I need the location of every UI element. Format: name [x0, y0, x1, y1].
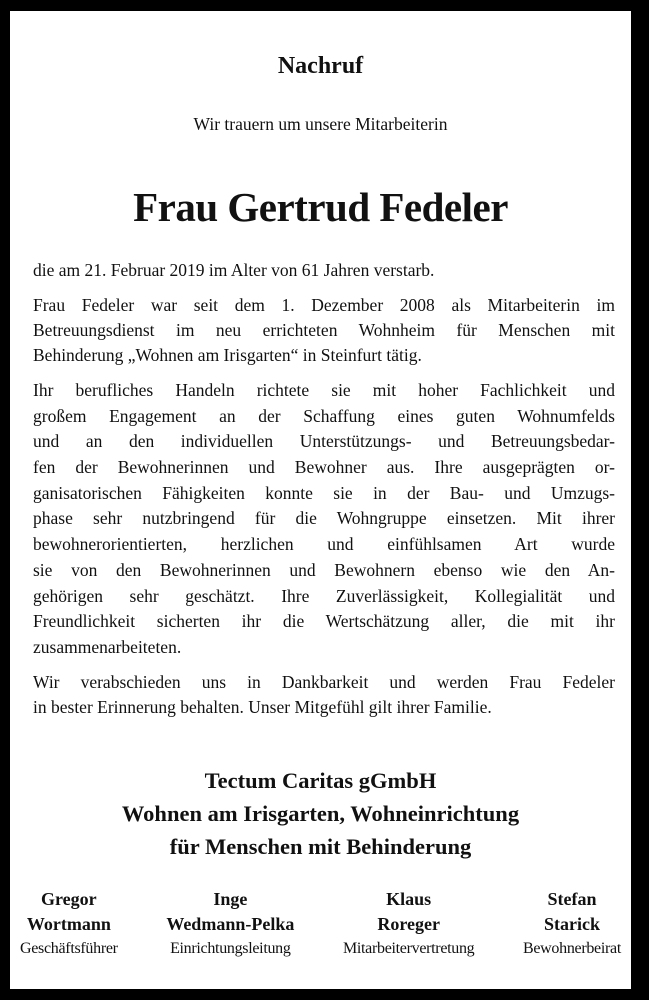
text-line: fen der Bewohnerinnen und Bewohner aus. Ihre ausgeprägten or- — [33, 457, 615, 478]
organization-line: Wohnen am Irisgarten, Wohneinrichtung — [121, 801, 520, 826]
signatory-first: Klaus — [386, 889, 432, 909]
signatory-first: Stefan — [547, 889, 597, 909]
obituary-notice — [10, 11, 631, 989]
text-line: Frau Fedeler war seit dem 1. Dezember 2008 als Mitarbeiterin im — [33, 295, 615, 315]
text-line: und an den individuellen Unterstützungs- und Betreuungsbedar- — [33, 431, 615, 452]
text-line: gehörigen sehr geschätzt. Ihre Zuverlässigkeit, Kollegialität und — [33, 585, 615, 606]
signatories — [10, 887, 631, 961]
signatory-role: Einrichtungsleitung — [170, 940, 291, 957]
text-line: die am 21. Februar 2019 im Alter von 61 Jahren verstarb. — [33, 260, 435, 280]
signatory-first: Inge — [213, 889, 248, 909]
signatory-role: Mitarbeitervertretung — [342, 940, 475, 957]
text-line: phase sehr nutzbringend für die Wohngruppe einsetzen. Mit ihrer — [33, 508, 615, 529]
signatory — [166, 887, 294, 961]
signatory-role: Geschäftsführer — [20, 940, 118, 957]
paragraph — [33, 378, 615, 661]
text-line: bewohnerorientierten, herzlichen und einfühlsamen Art wurde — [33, 534, 615, 555]
text-line: Freundlichkeit sicherten ihr die Wertschätzung aller, die mit ihr — [33, 611, 615, 632]
heading: Nachruf — [277, 53, 364, 79]
signatory — [343, 887, 474, 961]
paragraph — [33, 293, 615, 368]
text-line: sie von den Bewohnerinnen und Bewohnern ebenso wie den An- — [33, 559, 615, 580]
text-line: großem Engagement an der Schaffung eines guten Wohnumfelds — [33, 405, 615, 426]
signatory-last: Wedmann-Pelka — [166, 914, 295, 934]
organization — [10, 764, 631, 863]
signatory — [523, 887, 621, 961]
organization-line: für Menschen mit Behinderung — [169, 834, 472, 859]
signatory-first: Gregor — [41, 889, 97, 909]
subheading: Wir trauern um unsere Mitarbeiterin — [193, 114, 448, 134]
text-line: ganisatorischen Fähigkeiten konnte sie in der Bau- und Umzugs- — [33, 482, 615, 503]
signatory-last: Roreger — [377, 914, 440, 934]
signatory-last: Wortmann — [26, 914, 111, 934]
signatory — [20, 887, 118, 961]
text-line: Wir verabschieden uns in Dankbarkeit und werden Frau Fedeler — [33, 672, 615, 692]
organization-line: Tectum Caritas gGmbH — [204, 768, 437, 793]
deceased-name: Frau Gertrud Fedeler — [133, 184, 508, 230]
paragraph — [33, 670, 615, 720]
signatory-last: Starick — [543, 914, 600, 934]
text-line: in bester Erinnerung behalten. Unser Mitgefühl gilt ihrer Familie. — [33, 697, 492, 717]
text-line: Ihr berufliches Handeln richtete sie mit hoher Fachlichkeit und — [33, 380, 615, 400]
signatory-role: Bewohnerbeirat — [523, 940, 621, 957]
text-line: zusammenarbeiteten. — [33, 636, 182, 657]
paragraph — [33, 258, 615, 283]
text-line: Betreuungsdienst im neu errichteten Wohnheim für Menschen mit — [33, 320, 615, 340]
text-line: Behinderung „Wohnen am Irisgarten“ in Steinfurt tätig. — [33, 345, 422, 365]
